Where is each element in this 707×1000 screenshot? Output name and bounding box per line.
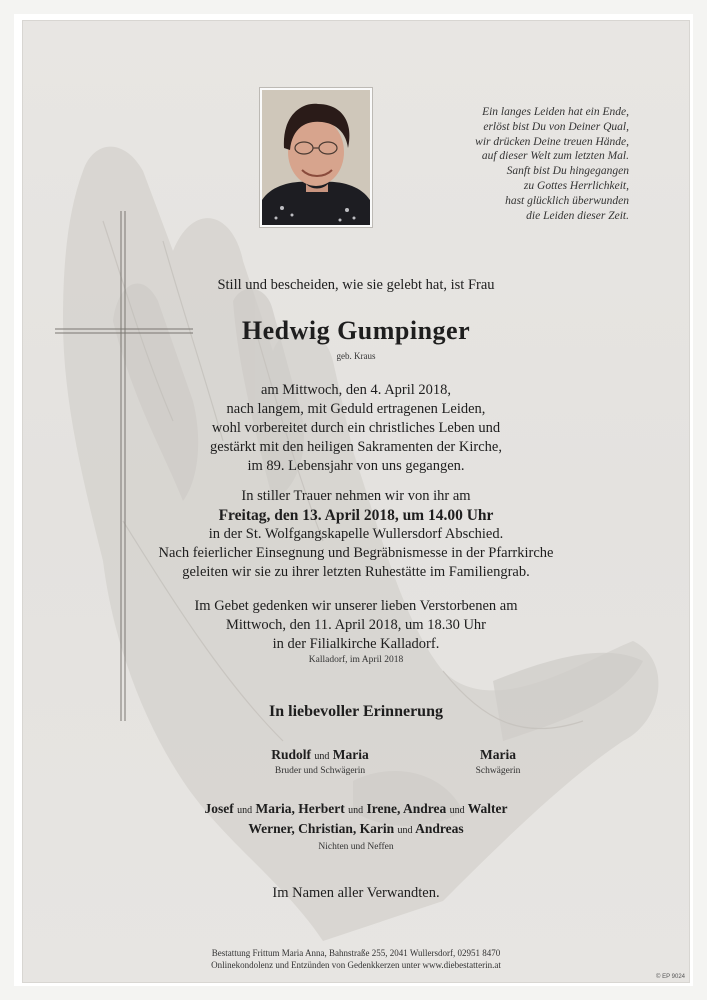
death-notice-line: nach langem, mit Geduld ertragenen Leiden, bbox=[226, 401, 486, 417]
connector-word: und bbox=[449, 805, 465, 816]
deceased-name: Hedwig Gumpinger bbox=[241, 316, 471, 345]
funeral-date: Freitag, den 13. April 2018, um 14.00 Uhr bbox=[218, 507, 494, 524]
mourner-name: Rudolf bbox=[271, 747, 311, 762]
mourner-group bbox=[443, 747, 553, 776]
place-date: Kalladorf, im April 2018 bbox=[308, 655, 404, 665]
mourner-name: Irene, Andrea bbox=[366, 801, 447, 816]
mourner-name: Andreas bbox=[415, 821, 464, 836]
funeral-line: geleiten wir sie zu ihrer letzten Ruhestätte im Familiengrab. bbox=[182, 564, 530, 580]
intro-text: Still und bescheiden, wie sie gelebt hat, ist Frau bbox=[217, 277, 495, 293]
funeral-details bbox=[23, 487, 689, 582]
funeral-line: in der St. Wolfgangskapelle Wullersdorf Abschied. bbox=[208, 526, 504, 542]
mourner-name: Josef bbox=[204, 801, 234, 816]
footer-line: Bestattung Frittum Maria Anna, Bahnstraße 255, 2041 Wullersdorf, 02951 8470 bbox=[211, 948, 501, 958]
funeral-line: Nach feierlicher Einsegnung und Begräbnismesse in der Pfarrkirche bbox=[158, 545, 554, 561]
prayer-details bbox=[23, 597, 689, 654]
mourner-name: Maria, Herbert bbox=[255, 801, 345, 816]
template-code: © EP 9024 bbox=[656, 974, 685, 980]
mourner-name: Werner, Christian, Karin bbox=[248, 821, 395, 836]
memory-heading: In liebevoller Erinnerung bbox=[269, 703, 443, 720]
poem-line: auf dieser Welt zum letzten Mal. bbox=[481, 150, 629, 163]
poem-line: hast glücklich überwunden bbox=[505, 194, 629, 207]
memorial-poem bbox=[399, 105, 629, 223]
prayer-line: Mittwoch, den 11. April 2018, um 18.30 Uhr bbox=[225, 617, 487, 633]
death-notice bbox=[23, 381, 689, 476]
mourner-name: Walter bbox=[467, 801, 508, 816]
obituary-frame bbox=[22, 20, 690, 983]
mourner-group-nephews bbox=[23, 800, 689, 854]
closing-text: Im Namen aller Verwandten. bbox=[272, 885, 440, 901]
mourner-relation: Schwägerin bbox=[475, 766, 521, 776]
prayer-line: Im Gebet gedenken wir unserer lieben Verstorbenen am bbox=[194, 598, 518, 614]
portrait-photo bbox=[260, 88, 372, 227]
funeral-home-footer bbox=[23, 948, 689, 971]
footer-line: Onlinekondolenz und Entzünden von Gedenkkerzen unter www.diebestatterin.at bbox=[211, 959, 501, 970]
death-notice-line: gestärkt mit den heiligen Sakramenten der Kirche, bbox=[210, 439, 502, 455]
connector-word: und bbox=[397, 825, 413, 836]
poem-line: Ein langes Leiden hat ein Ende, bbox=[482, 106, 629, 118]
poem-line: wir drücken Deine treuen Hände, bbox=[475, 135, 629, 148]
connector-word: und bbox=[348, 805, 364, 816]
mourner-relation: Bruder und Schwägerin bbox=[274, 766, 366, 776]
poem-line: Sanft bist Du hingegangen bbox=[506, 165, 629, 178]
poem-line: die Leiden dieser Zeit. bbox=[526, 209, 629, 222]
mourner-name: Maria bbox=[480, 747, 516, 762]
mourner-relation: Nichten und Neffen bbox=[318, 842, 394, 852]
death-notice-line: wohl vorbereitet durch ein christliches Leben und bbox=[211, 420, 501, 436]
prayer-line: in der Filialkirche Kalladorf. bbox=[272, 636, 440, 652]
poem-line: zu Gottes Herrlichkeit, bbox=[523, 179, 629, 192]
funeral-line: In stiller Trauer nehmen wir von ihr am bbox=[241, 488, 471, 504]
connector-word: und bbox=[237, 805, 253, 816]
death-notice-line: am Mittwoch, den 4. April 2018, bbox=[260, 382, 452, 398]
poem-line: erlöst bist Du von Deiner Qual, bbox=[483, 120, 629, 133]
mourner-group bbox=[245, 747, 395, 776]
mourner-name: Maria bbox=[332, 747, 369, 762]
connector-word: und bbox=[314, 751, 330, 762]
death-notice-line: im 89. Lebensjahr von uns gegangen. bbox=[247, 458, 465, 474]
maiden-name: geb. Kraus bbox=[336, 351, 376, 361]
